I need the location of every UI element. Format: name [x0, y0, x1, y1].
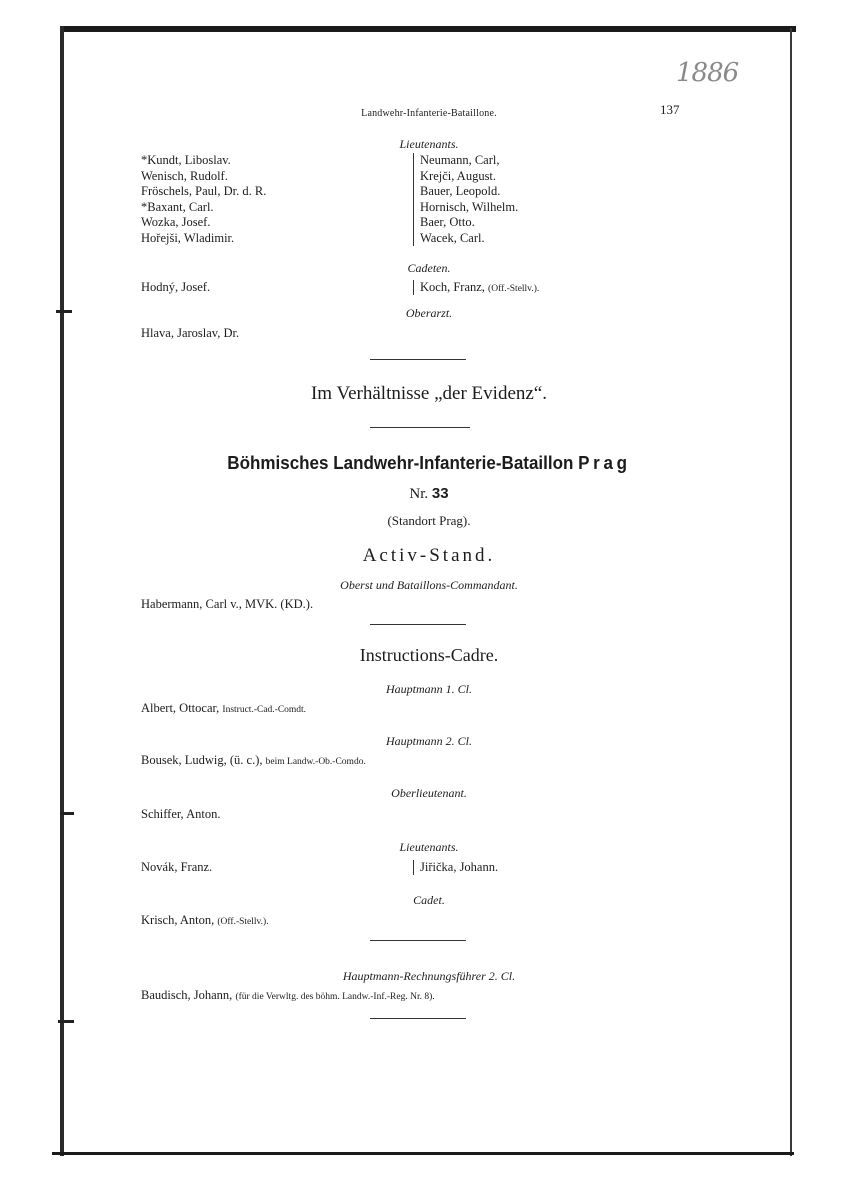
name-entry: *Kundt, Liboslav.: [141, 153, 231, 167]
section-heading-evidenz: Im Verhältnisse „der Evidenz“.: [310, 383, 547, 404]
lieutenants-right-column: [420, 153, 518, 246]
name-entry: Neumann, Carl,: [420, 153, 500, 167]
standort-label: (Standort Prag).: [387, 513, 471, 528]
rank-label-lieutenants-cadre: Lieutenants.: [399, 840, 459, 854]
name-entry: Krejči, August.: [420, 168, 497, 183]
activ-stand-heading: Activ-Stand.: [362, 545, 496, 566]
name-entry: Baudisch, Johann, (für die Verwltg. des böhm. Landw.-Inf.-Reg. Nr. 8).: [141, 988, 435, 1002]
column-divider: [413, 280, 414, 295]
rank-label-lieutenants: Lieutenants.: [399, 137, 459, 151]
scan-border-top: [62, 26, 796, 32]
separator-rule: [370, 1018, 466, 1019]
battalion-title: Böhmisches Landwehr-Infanterie-Bataillon Prag: [227, 452, 631, 473]
separator-rule: [370, 624, 466, 625]
binding-mark: [58, 1020, 74, 1023]
lieutenants-left-column: [141, 153, 266, 246]
column-divider: [413, 860, 414, 875]
name-entry: Baer, Otto.: [420, 215, 475, 229]
rank-label-oberlieutenant: Oberlieutenant.: [391, 786, 467, 800]
name-entry: Jiřička, Johann.: [420, 860, 499, 874]
separator-rule: [370, 359, 466, 360]
running-title: Landwehr-Infanterie-Bataillone.: [361, 108, 497, 119]
name-entry: Albert, Ottocar, Instruct.-Cad.-Comdt.: [141, 701, 307, 715]
rank-label-rechnungsfuehrer: Hauptmann-Rechnungsführer 2. Cl.: [342, 969, 516, 983]
column-divider: [413, 153, 414, 246]
rank-label-commandant: Oberst und Bataillons-Commandant.: [340, 578, 518, 592]
rank-label-hauptmann-2: Hauptmann 2. Cl.: [385, 734, 472, 748]
name-entry: Hořejši, Wladimir.: [141, 230, 235, 245]
rank-label-cadet: Cadet.: [413, 893, 445, 907]
binding-mark: [60, 812, 74, 815]
name-entry: Hodný, Josef.: [141, 280, 211, 294]
page-number: 137: [660, 102, 680, 117]
name-entry: Novák, Franz.: [141, 860, 213, 874]
section-heading-cadre: Instructions-Cadre.: [359, 645, 499, 665]
name-entry: Hornisch, Wilhelm.: [420, 199, 519, 214]
battalion-number: Nr. 33: [409, 485, 449, 502]
name-entry: Krisch, Anton, (Off.-Stellv.).: [141, 913, 269, 927]
scan-border-bottom: [52, 1152, 794, 1155]
separator-rule: [370, 940, 466, 941]
separator-rule: [370, 427, 470, 428]
name-entry: Fröschels, Paul, Dr. d. R.: [141, 184, 267, 198]
rank-label-oberarzt: Oberarzt.: [405, 306, 453, 320]
name-entry: Wenisch, Rudolf.: [141, 168, 228, 183]
name-entry: Bousek, Ludwig, (ü. c.), beim Landw.-Ob.-Comdo.: [141, 753, 366, 767]
handwritten-year: 1886: [676, 58, 739, 88]
name-entry: Schiffer, Anton.: [141, 807, 221, 821]
name-entry: Hlava, Jaroslav, Dr.: [141, 326, 240, 340]
name-entry: Wozka, Josef.: [141, 215, 211, 229]
rank-label-cadeten: Cadeten.: [407, 261, 451, 275]
rank-label-hauptmann-1: Hauptmann 1. Cl.: [385, 682, 472, 696]
name-entry: Wacek, Carl.: [420, 230, 485, 245]
name-entry: Habermann, Carl v., MVK. (KD.).: [141, 597, 314, 611]
name-entry: Koch, Franz, (Off.-Stellv.).: [420, 280, 540, 294]
name-entry: Bauer, Leopold.: [420, 184, 501, 198]
name-entry: *Baxant, Carl.: [141, 199, 214, 214]
